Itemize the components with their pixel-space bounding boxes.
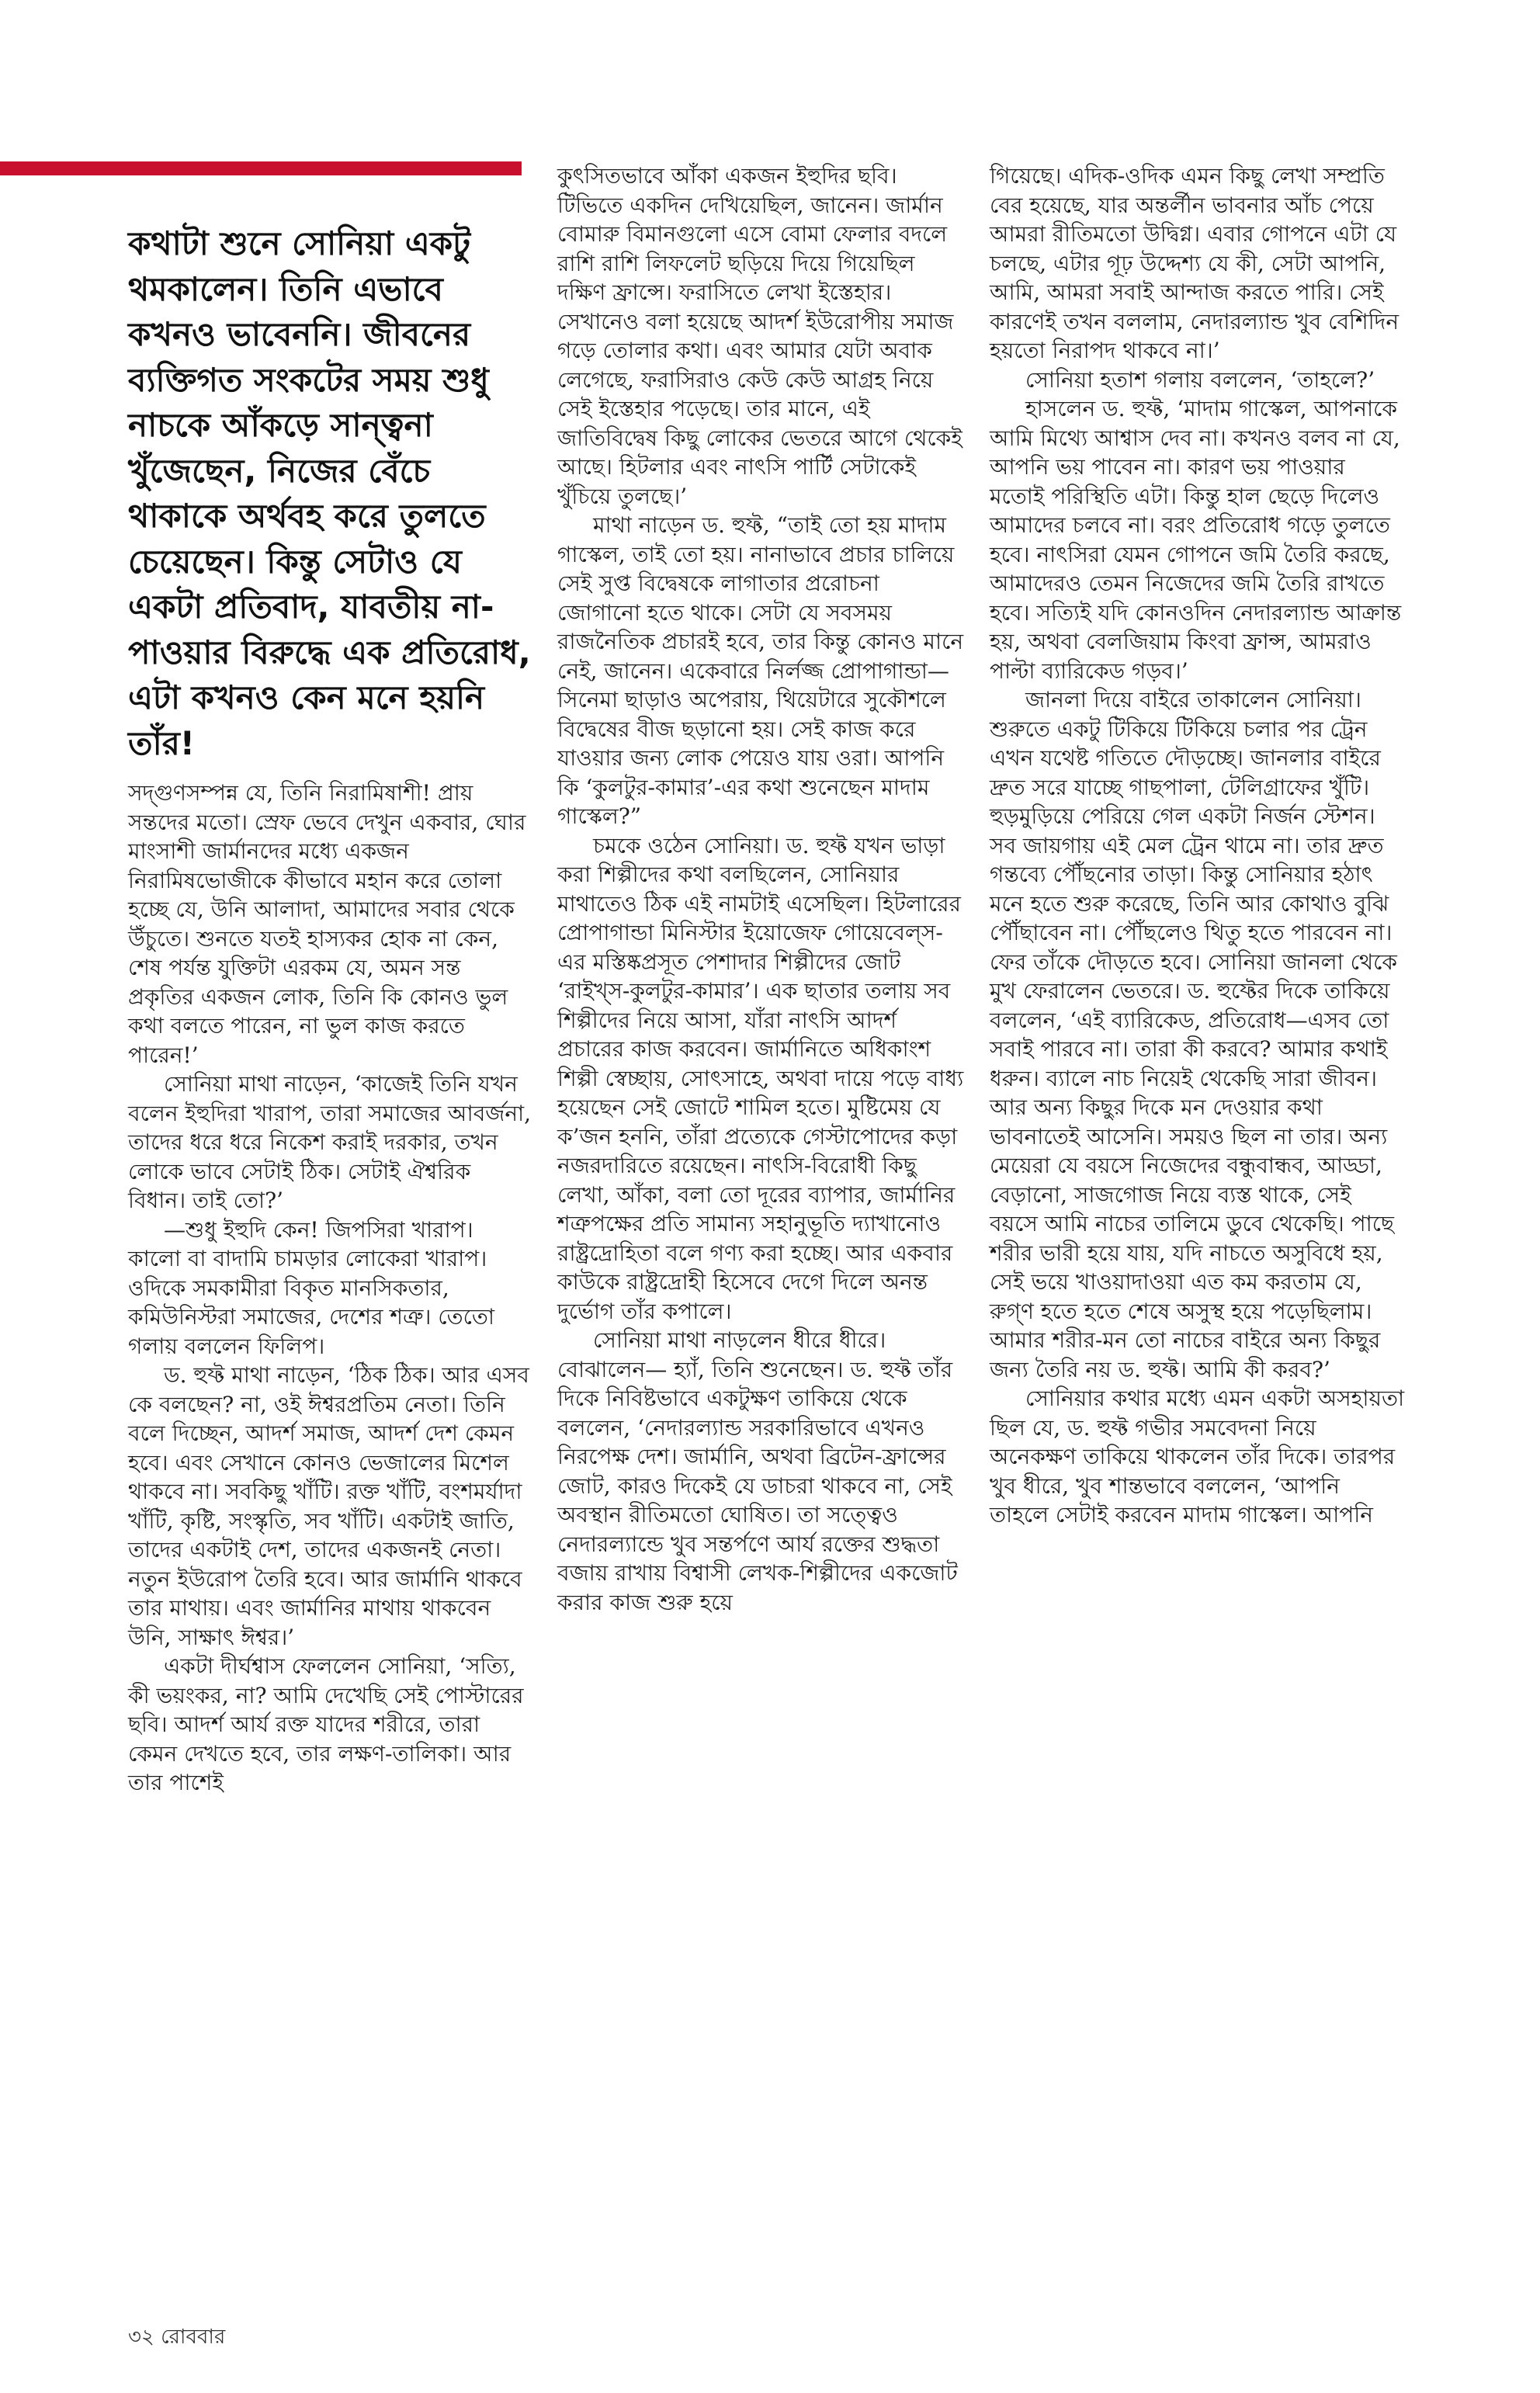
- article-column-1: [128, 779, 532, 1798]
- paragraph: গিয়েছে। এদিক-ওদিক এমন কিছু লেখা সম্প্রতি বের হয়েছে, যার অন্তর্লীন ভাবনার আঁচ পেয়ে আমরা রীতিমতো উদ্বিগ্ন। এবার গোপনে এটা যে চলছে, এটার গূঢ় উদ্দেশ্য যে কী, সেটা আপনি, আমি, আমরা সবাই আন্দাজ করতে পারি। সেই কারণেই তখন বললাম, নেদারল্যান্ড খুব বেশিদিন হয়তো নিরাপদ থাকবে না।’: [990, 163, 1400, 363]
- paragraph: চমকে ওঠেন সোনিয়া। ড. হুফ্ট যখন ভাড়া করা শিল্পীদের কথা বলছিলেন, সোনিয়ার মাথাতেও ঠিক এই নামটাই এসেছিল। হিটলারের প্রোপাগান্ডা মিনিস্টার ইয়োজেফ গোয়েবেল্স-এর মস্তিষ্কপ্রসূত পেশাদার শিল্পীদের জোট ‘রাইখ্স-কুলটুর-কামার’। এক ছাতার তলায় সব শিল্পীদের নিয়ে আসা, যাঁরা নাৎসি আদর্শ প্রচারের কাজ করবেন। জার্মানিতে অধিকাংশ শিল্পী স্বেচ্ছায়, সোৎসাহে, অথবা দায়ে পড়ে বাধ্য হয়েছেন সেই জোটে শামিল হতে। মুষ্টিমেয় যে ক’জন হননি, তাঁরা প্রত্যেকে গেস্টাপোদের কড়া নজরদারিতে রয়েছেন। নাৎসি-বিরোধী কিছু লেখা, আঁকা, বলা তো দূরের ব্যাপার, জার্মানির শত্রুপক্ষের প্রতি সামান্য সহানুভূতি দ্যাখানোও রাষ্ট্রদ্রোহিতা বলে গণ্য করা হচ্ছে। আর একবার কাউকে রাষ্ট্রদ্রোহী হিসেবে দেগে দিলে অনন্ত দুর্ভোগ তাঁর কপালে।: [557, 832, 964, 1324]
- paragraph: একটা দীর্ঘশ্বাস ফেললেন সোনিয়া, ‘সত্যি, কী ভয়ংকর, না? আমি দেখেছি সেই পোস্টারের ছবি। আদর্শ আর্য রক্ত যাদের শরীরে, তারা কেমন দেখতে হবে, তার লক্ষণ-তালিকা। আর তার পাশেই: [128, 1653, 524, 1795]
- paragraph: সোনিয়ার কথার মধ্যে এমন একটা অসহায়তা ছিল যে, ড. হুফ্ট গভীর সমবেদনা নিয়ে অনেকক্ষণ তাকিয়ে থাকলেন তাঁর দিকে। তারপর খুব ধীরে, খুব শান্তভাবে বললেন, ‘আপনি তাহলে সেটাই করবেন মাদাম গাস্কেল। আপনি: [990, 1386, 1405, 1528]
- paragraph: জানলা দিয়ে বাইরে তাকালেন সোনিয়া। শুরুতে একটু টিকিয়ে টিকিয়ে চলার পর ট্রেন এখন যথেষ্ট গতিতে দৌড়চ্ছে। জানলার বাইরে দ্রুত সরে যাচ্ছে গাছপালা, টেলিগ্রাফের খুঁটি। হুড়মুড়িয়ে পেরিয়ে গেল একটা নির্জন স্টেশন। সব জায়গায় এই মেল ট্রেন থামে না। তার দ্রুত গন্তব্যে পৌঁছনোর তাড়া। কিন্তু সোনিয়ার হঠাৎ মনে হতে শুরু করেছে, তিনি আর কোথাও বুঝি পৌঁছাবেন না। পৌঁছলেও থিতু হতে পারবেন না। ফের তাঁকে দৌড়তে হবে। সোনিয়া জানলা থেকে মুখ ফেরালেন ভেতরে। ড. হুফ্টের দিকে তাকিয়ে বললেন, ‘এই ব্যারিকেড, প্রতিরোধ—এসব তো সবাই পারবে না। তারা কী করবে? আমার কথাই ধরুন। ব্যালে নাচ নিয়েই থেকেছি সারা জীবন। আর অন্য কিছুর দিকে মন দেওয়ার কথা ভাবনাতেই আসেনি। সময়ও ছিল না তার। অন্য মেয়েরা যে বয়সে নিজেদের বন্ধুবান্ধব, আড্ডা, বেড়ানো, সাজগোজ নিয়ে ব্যস্ত থাকে, সেই বয়সে আমি নাচের তালিমে ডুবে থেকেছি। পাছে শরীর ভারী হয়ে যায়, যদি নাচতে অসুবিধে হয়, সেই ভয়ে খাওয়াদাওয়া এত কম করতাম যে, রুগ্ণ হতে হতে শেষে অসুস্থ হয়ে পড়েছিলাম। আমার শরীর-মন তো নাচের বাইরে অন্য কিছুর জন্য তৈরি নয় ড. হুফ্ট। আমি কী করব?’: [990, 687, 1397, 1382]
- page-footer: ৩২ রোববার: [128, 2325, 226, 2349]
- pull-quote: কথাটা শুনে সোনিয়া একটু থমকালেন। তিনি এভাবে কখনও ভাবেননি। জীবনের ব্যক্তিগত সংকটের সময় শুধু নাচকে আঁকড়ে সান্ত্বনা খুঁজেছেন, নিজের বেঁচে থাকাকে অর্থবহ করে তুলতে চেয়েছেন। কিন্তু সেটাও যে একটা প্রতিবাদ, যাবতীয় না-পাওয়ার বিরুদ্ধে এক প্রতিরোধ, এটা কখনও কেন মনে হয়নি তাঁর!: [128, 224, 531, 762]
- paragraph: সোনিয়া মাথা নাড়েন, ‘কাজেই তিনি যখন বলেন ইহুদিরা খারাপ, তারা সমাজের আবর্জনা, তাদের ধরে ধরে নিকেশ করাই দরকার, তখন লোকে ভাবে সেটাই ঠিক। সেটাই ঐশ্বরিক বিধান। তাই তো?’: [128, 1071, 532, 1213]
- paragraph: হাসলেন ড. হুফ্ট, ‘মাদাম গাস্কেল, আপনাকে আমি মিথ্যে আশ্বাস দেব না। কখনও বলব না যে, আপনি ভয় পাবেন না। কারণ ভয় পাওয়ার মতোই পরিস্থিতি এটা। কিন্তু হাল ছেড়ে দিলেও আমাদের চলবে না। বরং প্রতিরোধ গড়ে তুলতে হবে। নাৎসিরা যেমন গোপনে জমি তৈরি করছে, আমাদেরও তেমন নিজেদের জমি তৈরি রাখতে হবে। সত্যিই যদি কোনওদিন নেদারল্যান্ড আক্রান্ত হয়, অথবা বেলজিয়াম কিংবা ফ্রান্স, আমরাও পাল্টা ব্যারিকেড গড়ব।’: [990, 396, 1402, 684]
- article-column-2: [557, 161, 969, 1617]
- paragraph: ড. হুফ্ট মাথা নাড়েন, ‘ঠিক ঠিক। আর এসব কে বলছেন? না, ওই ঈশ্বরপ্রতিম নেতা। তিনি বলে দিচ্ছেন, আদর্শ সমাজ, আদর্শ দেশ কেমন হবে। এবং সেখানে কোনও ভেজালের মিশেল থাকবে না। সবকিছু খাঁটি। রক্ত খাঁটি, বংশমর্যাদা খাঁটি, কৃষ্টি, সংস্কৃতি, সব খাঁটি। একটাই জাতি, তাদের একটাই দেশ, তাদের একজনই নেতা। নতুন ইউরোপ তৈরি হবে। আর জার্মানি থাকবে তার মাথায়। এবং জার্মানির মাথায় থাকবেন উনি, সাক্ষাৎ ঈশ্বর।’: [128, 1362, 529, 1650]
- paragraph: কুৎসিতভাবে আঁকা একজন ইহুদির ছবি। টিভিতে একদিন দেখিয়েছিল, জানেন। জার্মান বোমারু বিমানগুলো এসে বোমা ফেলার বদলে রাশি রাশি লিফলেট ছড়িয়ে দিয়ে গিয়েছিল দক্ষিণ ফ্রান্সে। ফরাসিতে লেখা ইস্তেহার। সেখানেও বলা হয়েছে আদর্শ ইউরোপীয় সমাজ গড়ে তোলার কথা। এবং আমার যেটা অবাক লেগেছে, ফরাসিরাও কেউ কেউ আগ্রহ নিয়ে সেই ইস্তেহার পড়েছে। তার মানে, এই জাতিবিদ্বেষ কিছু লোকের ভেতরে আগে থেকেই আছে। হিটলার এবং নাৎসি পার্টি সেটাকেই খুঁচিয়ে তুলছে।’: [557, 163, 962, 509]
- paragraph: মাথা নাড়েন ড. হুফ্ট, “তাই তো হয় মাদাম গাস্কেল, তাই তো হয়। নানাভাবে প্রচার চালিয়ে সেই সুপ্ত বিদ্বেষকে লাগাতার প্ররোচনা জোগানো হতে থাকে। সেটা যে সবসময় রাজনৈতিক প্রচারই হবে, তার কিন্তু কোনও মানে নেই, জানেন। একেবারে নির্লজ্জ প্রোপাগান্ডা—সিনেমা ছাড়াও অপেরায়, থিয়েটারে সুকৌশলে বিদ্বেষের বীজ ছড়ানো হয়। সেই কাজ করে যাওয়ার জন্য লোক পেয়েও যায় ওরা। আপনি কি ‘কুলটুর-কামার’-এর কথা শুনেছেন মাদাম গাস্কেল?”: [557, 512, 964, 829]
- red-accent-bar: [0, 161, 522, 175]
- paragraph: সদ্গুণসম্পন্ন যে, তিনি নিরামিষাশী! প্রায় সন্তদের মতো। স্রেফ ভেবে দেখুন একবার, ঘোর মাংসাশী জার্মানদের মধ্যে একজন নিরামিষভোজীকে কীভাবে মহান করে তোলা হচ্ছে যে, উনি আলাদা, আমাদের সবার থেকে উঁচুতে। শুনতে যতই হাস্যকর হোক না কেন, শেষ পর্যন্ত যুক্তিটা এরকম যে, অমন সন্ত প্রকৃতির একজন লোক, তিনি কি কোনও ভুল কথা বলতে পারেন, না ভুল কাজ করতে পারেন!’: [128, 780, 526, 1068]
- paragraph: —শুধু ইহুদি কেন! জিপসিরা খারাপ। কালো বা বাদামি চামড়ার লোকেরা খারাপ। ওদিকে সমকামীরা বিকৃত মানসিকতার, কমিউনিস্টরা সমাজের, দেশের শত্রু। তেতো গলায় বললেন ফিলিপ।: [128, 1216, 495, 1359]
- paragraph: সোনিয়া মাথা নাড়লেন ধীরে ধীরে। বোঝালেন— হ্যাঁ, তিনি শুনেছেন। ড. হুফ্ট তাঁর দিকে নিবিষ্টভাবে একটুক্ষণ তাকিয়ে থেকে বললেন, ‘নেদারল্যান্ড সরকারিভাবে এখনও নিরপেক্ষ দেশ। জার্মানি, অথবা ব্রিটেন-ফ্রান্সের জোট, কারও দিকেই যে ডাচরা থাকবে না, সেই অবস্থান রীতিমতো ঘোষিত। তা সত্ত্বেও নেদারল্যান্ডে খুব সন্তর্পণে আর্য রক্তের শুদ্ধতা বজায় রাখায় বিশ্বাসী লেখক-শিল্পীদের একজোট করার কাজ শুরু হয়ে: [557, 1327, 958, 1615]
- paragraph: সোনিয়া হতাশ গলায় বললেন, ‘তাহলে?’: [1025, 366, 1375, 393]
- article-column-3: [990, 161, 1405, 1530]
